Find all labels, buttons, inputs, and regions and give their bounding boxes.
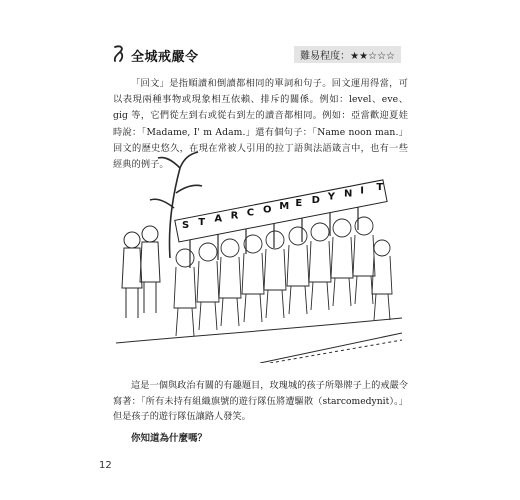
puzzle-title: 全城戒嚴令: [131, 50, 199, 65]
sign-letter: Y: [327, 191, 336, 203]
puzzle-question: 你知道為什麼嗎？: [131, 433, 208, 444]
intro-paragraph: 「回文」是指順讀和倒讀都相同的單詞和句子。回文運用得當，可以表現兩種事物或現象相互依賴、排斥的關係。例如：level、eve、gig 等，它們從左到右或從右到左的讀音都相同。例如：亞當歡迎夏娃時說：「Madame, I' m Adam.」還有個句子：「Name noon man.」回文的歷史悠久，在現在常被人引用的拉丁語與法語箴言中，也有一些經典的例子。: [113, 78, 408, 171]
puzzle-header: [111, 44, 401, 68]
sign-letter: D: [311, 194, 320, 206]
sign-letter: S: [182, 220, 190, 231]
difficulty-badge: [294, 46, 401, 63]
sign-letter: M: [279, 201, 290, 213]
sign-letter: T: [198, 216, 206, 228]
sign-letter: C: [246, 207, 255, 219]
page-number: 12: [99, 460, 112, 471]
sign-letter: R: [230, 210, 239, 222]
body-text: [113, 378, 408, 425]
body-paragraph: 這是一個與政治有關的有趣題目，玫瑰城的孩子所舉牌子上的戒嚴令寫著：「所有未持有組織旗號的遊行隊伍將遭驅散（starcomedynit）。」但是孩子的遊行隊伍讓路人發笑。: [113, 380, 408, 423]
parade-illustration: [110, 148, 410, 363]
difficulty-label: 難易程度：: [300, 51, 351, 62]
sign-letter: I: [360, 185, 364, 197]
sign-letter: A: [214, 213, 223, 225]
difficulty-stars: ★★☆☆☆: [350, 51, 395, 62]
puzzle-number-icon: [111, 45, 127, 63]
sign-letter: T: [376, 182, 384, 194]
sign-letter: E: [295, 197, 303, 209]
sign-letter: N: [344, 188, 353, 200]
sign-letter: O: [263, 204, 272, 216]
